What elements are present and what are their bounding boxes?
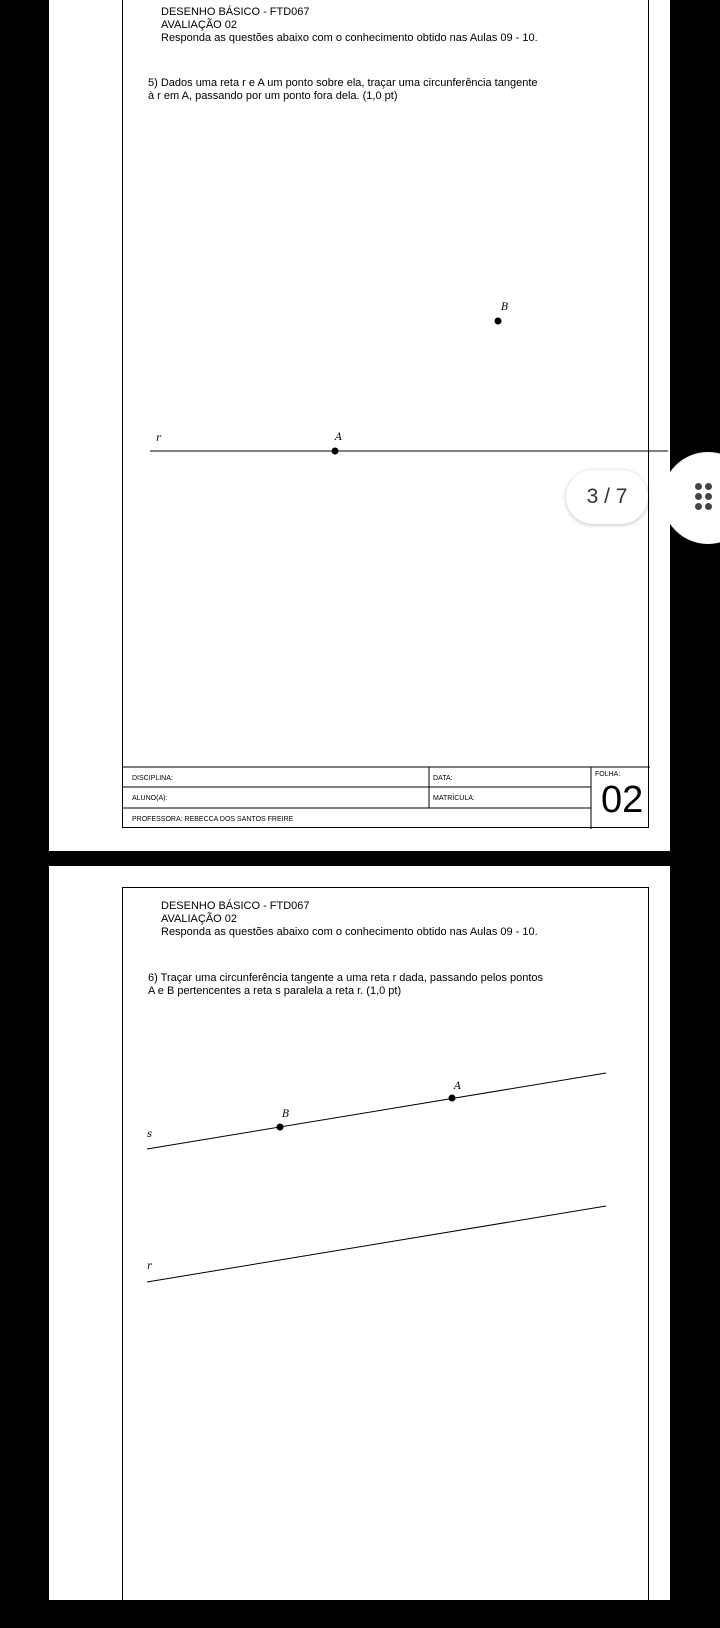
- page-indicator: 3 / 7: [566, 470, 648, 524]
- document-page-1: [49, 0, 670, 851]
- instruction-text: Responda as questões abaixo com o conhecimento obtido nas Aulas 09 - 10.: [161, 32, 538, 44]
- label-a: A: [454, 1081, 462, 1092]
- label-r: r: [147, 1261, 152, 1272]
- question-6-line-1: 6) Traçar uma circunferência tangente a uma reta r dada, passando pelos pontos: [148, 972, 544, 984]
- line-r: [147, 1206, 606, 1282]
- evaluation-title: AVALIAÇÃO 02: [161, 19, 238, 31]
- point-a: [449, 1095, 456, 1102]
- course-title: DESENHO BÁSICO - FTD067: [161, 900, 310, 912]
- question-5-line-1: 5) Dados uma reta r e A um ponto sobre ela, traçar uma circunferência tangente: [148, 77, 538, 89]
- matricula-label: MATRÍCULA:: [433, 795, 475, 802]
- grid-dots-icon: [695, 483, 715, 513]
- folha-label: FOLHA:: [595, 771, 621, 778]
- line-s: [147, 1073, 606, 1149]
- question-5-line-2: à r em A, passando por um ponto fora dela. (1,0 pt): [148, 89, 398, 102]
- point-b: [277, 1124, 284, 1131]
- label-b: B: [282, 1109, 290, 1120]
- label-a: A: [335, 432, 343, 443]
- data-label: DATA:: [433, 775, 453, 782]
- aluno-label: ALUNO(A):: [132, 795, 168, 802]
- geometry-figure-6: [123, 888, 650, 1628]
- label-s: s: [147, 1129, 153, 1140]
- drawing-frame-1: [122, 0, 649, 828]
- document-page-2: [49, 866, 670, 1600]
- page-grid-button[interactable]: [662, 452, 720, 544]
- question-6-line-2: A e B pertencentes a reta s paralela a reta r. (1,0 pt): [148, 984, 402, 997]
- professora-label: PROFESSORA: REBECCA DOS SANTOS FREIRE: [132, 816, 294, 823]
- drawing-frame-2: [122, 887, 649, 1627]
- title-block-lines: [123, 0, 650, 829]
- evaluation-title: AVALIAÇÃO 02: [161, 913, 238, 925]
- course-title: DESENHO BÁSICO - FTD067: [161, 6, 310, 18]
- folha-number: 02: [601, 779, 644, 821]
- disciplina-label: DISCIPLINA:: [132, 775, 173, 782]
- label-r: r: [156, 433, 161, 444]
- instruction-text: Responda as questões abaixo com o conhecimento obtido nas Aulas 09 - 10.: [161, 926, 538, 938]
- label-b: B: [501, 302, 509, 313]
